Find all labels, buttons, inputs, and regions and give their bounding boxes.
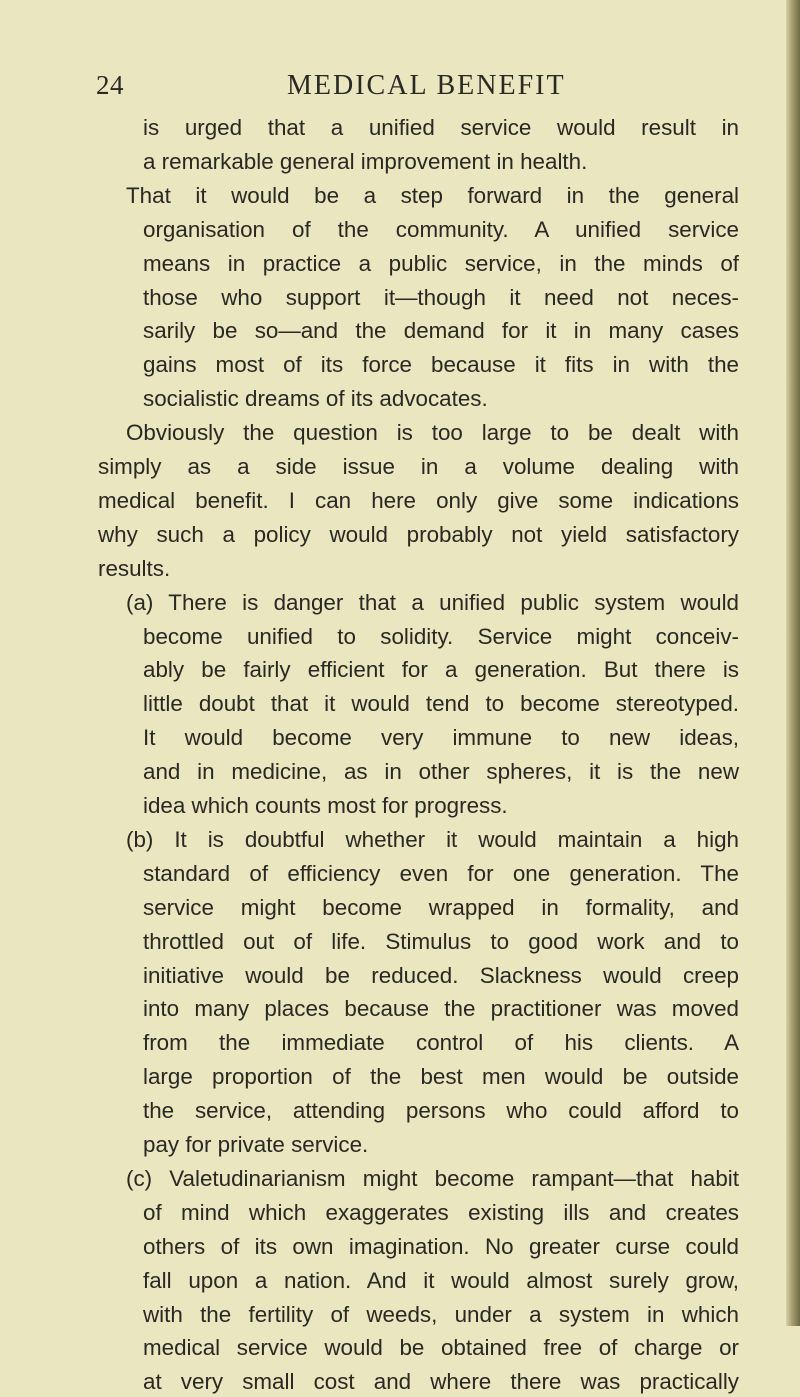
page-edge-shadow — [786, 0, 800, 1326]
text-line: large proportion of the best men would be outside — [143, 1064, 739, 1089]
text-line: from the immediate control of his clients. A — [143, 1030, 739, 1055]
text-line: standard of efficiency even for one generation. The — [143, 861, 739, 886]
text-line: service might become wrapped in formality, and — [143, 895, 739, 920]
text-line: pay for private service. — [143, 1132, 369, 1157]
text-line: with the fertility of weeds, under a system in which — [143, 1302, 739, 1327]
text-line: at very small cost and where there was practically — [143, 1369, 739, 1394]
page-number: 24 — [96, 70, 124, 100]
text-line: little doubt that it would tend to become stereotyped. — [143, 691, 739, 716]
text-line: throttled out of life. Stimulus to good work and to — [143, 929, 739, 954]
text-line: become unified to solidity. Service might conceiv- — [143, 624, 739, 649]
text-line: results. — [98, 556, 171, 581]
text-line: why such a policy would probably not yield satisfactory — [98, 522, 739, 547]
text-line: idea which counts most for progress. — [143, 793, 508, 818]
text-line: into many places because the practitioner was moved — [143, 996, 739, 1021]
running-title: MEDICAL BENEFIT — [287, 70, 566, 101]
text-line: ably be fairly efficient for a generation. But there is — [143, 657, 739, 682]
text-line: (a) There is danger that a unified public system would — [126, 590, 739, 615]
text-line: Obviously the question is too large to be dealt with — [126, 420, 739, 445]
text-line: That it would be a step forward in the general — [126, 183, 739, 208]
text-line: It would become very immune to new ideas, — [143, 725, 739, 750]
text-line: sarily be so—and the demand for it in many cases — [143, 318, 739, 343]
text-line: (c) Valetudinarianism might become rampant—that habit — [126, 1166, 739, 1191]
text-line: simply as a side issue in a volume dealing with — [98, 454, 739, 479]
text-line: of mind which exaggerates existing ills and creates — [143, 1200, 739, 1225]
text-line: gains most of its force because it fits in with the — [143, 352, 739, 377]
text-line: medical benefit. I can here only give some indications — [98, 488, 739, 513]
text-line: the service, attending persons who could afford to — [143, 1098, 739, 1123]
text-line: others of its own imagination. No greater curse could — [143, 1234, 739, 1259]
text-line: those who support it—though it need not neces- — [143, 285, 739, 310]
text-line: a remarkable general improvement in health. — [143, 149, 588, 174]
text-line: initiative would be reduced. Slackness would creep — [143, 963, 739, 988]
text-line: organisation of the community. A unified service — [143, 217, 739, 242]
page-header — [0, 66, 800, 106]
text-line: socialistic dreams of its advocates. — [143, 386, 488, 411]
text-line: fall upon a nation. And it would almost surely grow, — [143, 1268, 739, 1293]
text-line: medical service would be obtained free of charge or — [143, 1335, 739, 1360]
text-line: is urged that a unified service would result in — [143, 115, 739, 140]
text-line: (b) It is doubtful whether it would maintain a high — [126, 827, 739, 852]
text-line: and in medicine, as in other spheres, it is the new — [143, 759, 739, 784]
text-line: means in practice a public service, in the minds of — [143, 251, 739, 276]
